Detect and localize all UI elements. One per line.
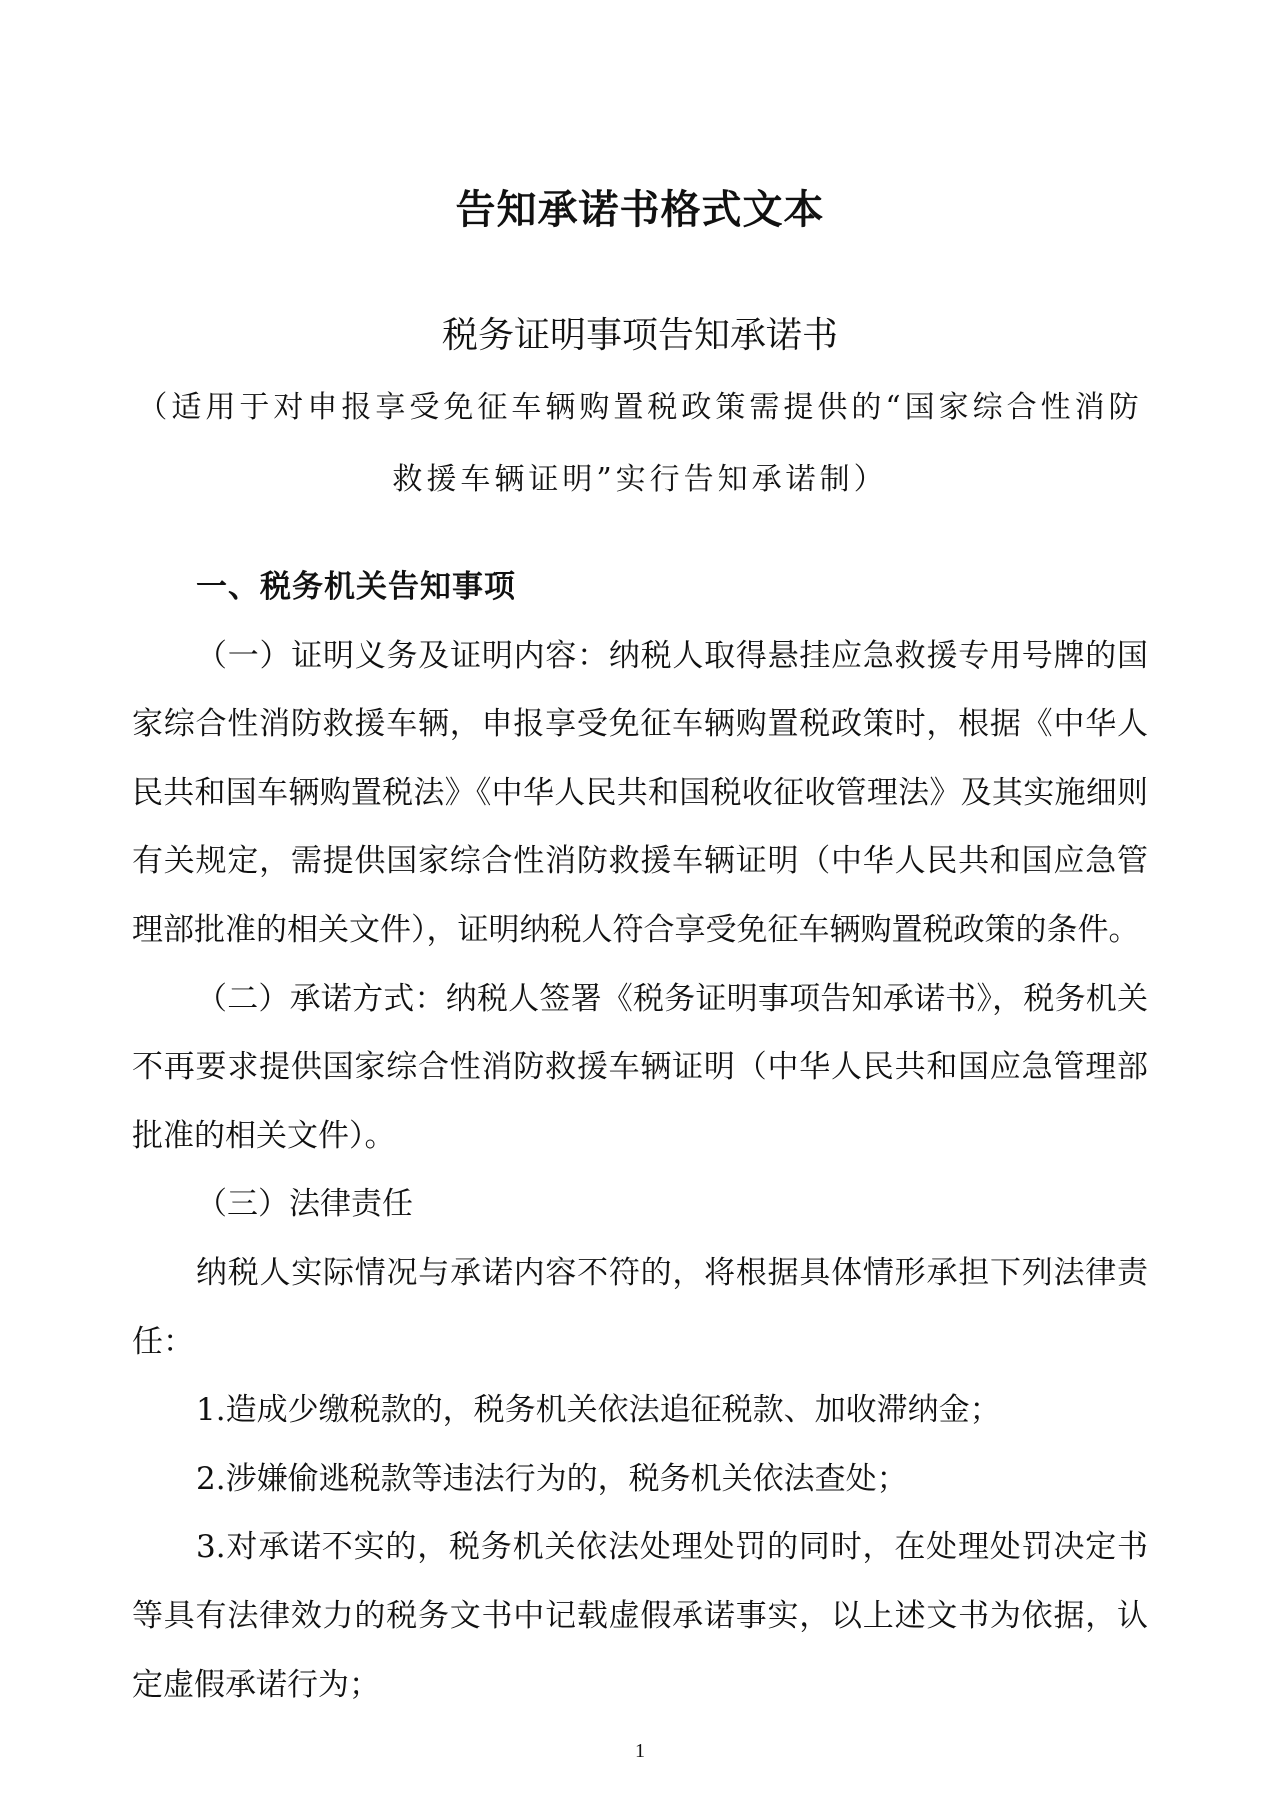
commitment-letter-title: 税务证明事项告知承诺书 (441, 315, 838, 356)
scope-note: （适用于对申报享受免征车辆购置税政策需提供的“国家综合性消防救援车辆证明”实行告知承诺制） (137, 390, 1143, 497)
document-title: 告知承诺书格式文本 (455, 186, 825, 233)
document-body (132, 553, 1148, 1719)
paragraph-commitment-method: （二）承诺方式：纳税人签署《税务证明事项告知承诺书》，税务机关不再要求提供国家综合性消防救援车辆证明（中华人民共和国应急管理部批准的相关文件）。 (132, 980, 1148, 1154)
liability-item: 3.对承诺不实的，税务机关依法处理处罚的同时，在处理处罚决定书等具有法律效力的税务文书中记载虚假承诺事实，以上述文书为依据，认定虚假承诺行为； (132, 1529, 1148, 1703)
paragraph-liability-intro: 纳税人实际情况与承诺内容不符的，将根据具体情形承担下列法律责任： (132, 1254, 1148, 1360)
liability-item: 1.造成少缴税款的，税务机关依法追征税款、加收滞纳金； (196, 1392, 1001, 1429)
liability-item: 2.涉嫌偷逃税款等违法行为的，税务机关依法查处； (196, 1460, 908, 1497)
paragraph-proof-obligation: （一）证明义务及证明内容：纳税人取得悬挂应急救援专用号牌的国家综合性消防救援车辆，申报享受免征车辆购置税政策时，根据《中华人民共和国车辆购置税法》《中华人民共和国税收征收管理法》及其实施细则有关规定，需提供国家综合性消防救援车辆证明（中华人民共和国应急管理部批准的相关文件），证明纳税人符合享受免征车辆购置税政策的条件。 (132, 637, 1148, 948)
page-number: 1 (635, 1740, 645, 1762)
section-heading-notice: 一、税务机关告知事项 (196, 569, 516, 605)
subheading-legal-liability: （三）法律责任 (196, 1186, 413, 1223)
